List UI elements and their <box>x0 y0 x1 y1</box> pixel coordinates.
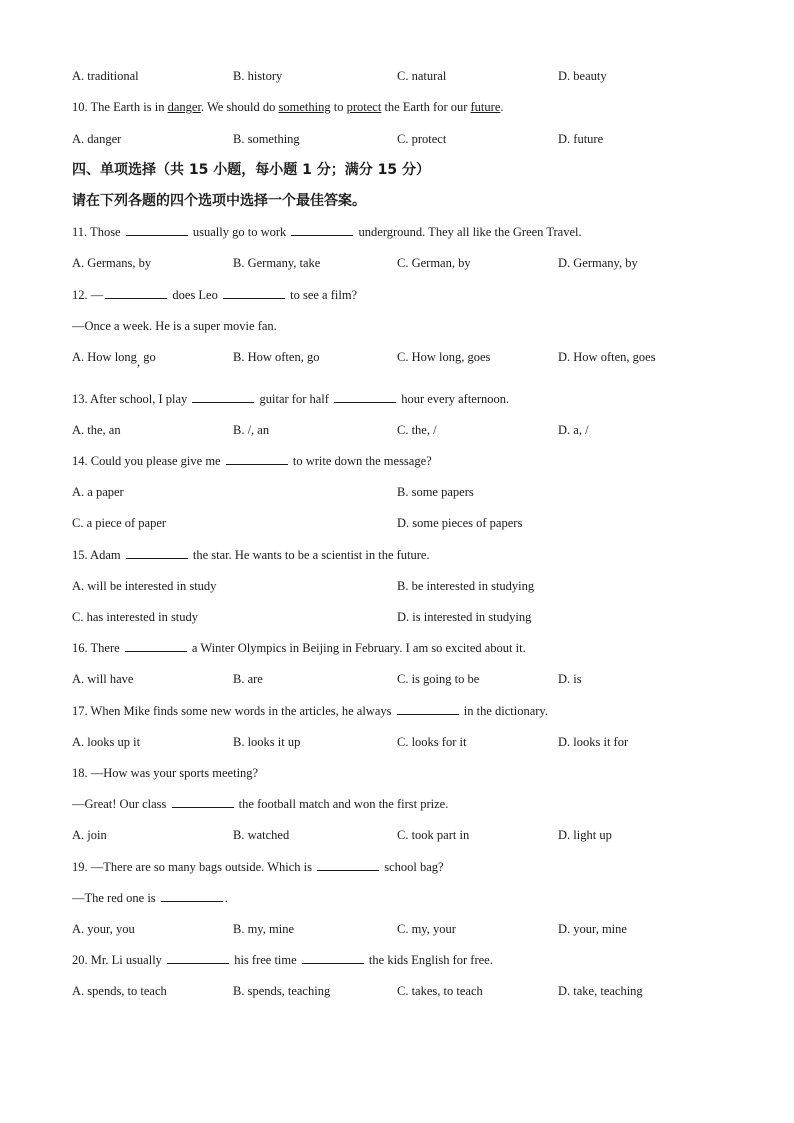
q17-option-a[interactable]: A. looks up it <box>72 735 141 749</box>
blank <box>223 287 285 299</box>
q11-option-d[interactable]: D. Germany, by <box>558 256 638 270</box>
q17-options <box>72 734 732 750</box>
q12-option-b[interactable]: B. How often, go <box>233 350 320 364</box>
q12-option-c[interactable]: C. How long, goes <box>397 350 491 364</box>
blank <box>126 224 188 236</box>
q19-option-d[interactable]: D. your, mine <box>558 922 627 936</box>
q9-options <box>72 68 732 84</box>
q12-options <box>72 349 732 369</box>
blank <box>226 453 288 465</box>
q13-option-a[interactable]: A. the, an <box>72 423 121 437</box>
section-title: 四、单项选择（共 15 小题，每小题 1 分；满分 15 分） <box>72 162 430 178</box>
q18-option-a[interactable]: A. join <box>72 828 107 842</box>
blank <box>302 952 364 964</box>
q14-option-a[interactable]: A. a paper <box>72 485 124 499</box>
q10-option-c[interactable]: C. protect <box>397 132 447 146</box>
q14-options-row-2 <box>72 515 732 531</box>
q12-option-d[interactable]: D. How often, goes <box>558 350 656 364</box>
q10-word-1: danger <box>167 100 201 114</box>
q14-stem: 14. Could you please give me to write down the message? <box>72 454 432 468</box>
q13-option-d[interactable]: D. a, / <box>558 423 589 437</box>
q15-option-a[interactable]: A. will be interested in study <box>72 579 217 593</box>
q15-option-b[interactable]: B. be interested in studying <box>397 579 535 593</box>
q19-option-a[interactable]: A. your, you <box>72 922 135 936</box>
q10-word-3: protect <box>346 100 382 114</box>
q16-option-b[interactable]: B. are <box>233 672 263 686</box>
q17-option-c[interactable]: C. looks for it <box>397 735 467 749</box>
q12-option-a[interactable]: A. How long, go <box>72 350 156 369</box>
q15-option-c[interactable]: C. has interested in study <box>72 610 199 624</box>
blank <box>167 952 229 964</box>
blank <box>291 224 353 236</box>
q15-options-row-1 <box>72 578 732 594</box>
q11-option-c[interactable]: C. German, by <box>397 256 471 270</box>
q19-options <box>72 921 732 937</box>
blank <box>317 859 379 871</box>
q20-option-d[interactable]: D. take, teaching <box>558 984 643 998</box>
q14-option-b[interactable]: B. some papers <box>397 485 474 499</box>
q15-options-row-2 <box>72 609 732 625</box>
q10-word-2: something <box>278 100 331 114</box>
q10-word-4: future <box>470 100 501 114</box>
q16-options <box>72 671 732 687</box>
q17-stem: 17. When Mike finds some new words in the articles, he always in the dictionary. <box>72 704 548 718</box>
q9-option-a[interactable]: A. traditional <box>72 69 139 83</box>
q20-option-a[interactable]: A. spends, to teach <box>72 984 167 998</box>
blank <box>334 391 396 403</box>
q11-options <box>72 255 732 271</box>
q17-option-d[interactable]: D. looks it for <box>558 735 629 749</box>
q15-option-d[interactable]: D. is interested in studying <box>397 610 532 624</box>
q14-option-d[interactable]: D. some pieces of papers <box>397 516 523 530</box>
q12-stem: 12. — does Leo to see a film? <box>72 288 358 302</box>
q19-stem: 19. —There are so many bags outside. Which is school bag? <box>72 860 444 874</box>
q13-stem: 13. After school, I play guitar for half hour every afternoon. <box>72 392 510 406</box>
q17-option-b[interactable]: B. looks it up <box>233 735 301 749</box>
blank <box>105 287 167 299</box>
q10-options <box>72 131 732 147</box>
q14-options-row-1 <box>72 484 732 500</box>
q18-stem: 18. —How was your sports meeting? <box>72 766 259 780</box>
blank <box>126 547 188 559</box>
q13-option-b[interactable]: B. /, an <box>233 423 270 437</box>
q9-option-d[interactable]: D. beauty <box>558 69 607 83</box>
q11-option-b[interactable]: B. Germany, take <box>233 256 321 270</box>
q10-option-d[interactable]: D. future <box>558 132 604 146</box>
q9-option-b[interactable]: B. history <box>233 69 283 83</box>
q18-option-b[interactable]: B. watched <box>233 828 290 842</box>
q19-option-c[interactable]: C. my, your <box>397 922 456 936</box>
q19-option-b[interactable]: B. my, mine <box>233 922 294 936</box>
q13-option-c[interactable]: C. the, / <box>397 423 437 437</box>
blank <box>192 391 254 403</box>
blank <box>161 890 223 902</box>
q16-option-c[interactable]: C. is going to be <box>397 672 480 686</box>
q10-option-a[interactable]: A. danger <box>72 132 122 146</box>
blank <box>125 640 187 652</box>
q20-option-c[interactable]: C. takes, to teach <box>397 984 483 998</box>
blank <box>172 796 234 808</box>
q15-stem: 15. Adam the star. He wants to be a scientist in the future. <box>72 548 430 562</box>
q10-stem: 10. The Earth is in danger. We should do something to protect the Earth for our future. <box>72 100 504 114</box>
q11-option-a[interactable]: A. Germans, by <box>72 256 152 270</box>
q18-options <box>72 827 732 843</box>
q20-stem: 20. Mr. Li usually his free time the kids English for free. <box>72 953 493 967</box>
q11-stem: 11. Those usually go to work underground. They all like the Green Travel. <box>72 225 582 239</box>
q18-reply: —Great! Our class the football match and won the first prize. <box>72 797 449 811</box>
q19-reply: —The red one is . <box>72 891 228 905</box>
q9-option-c[interactable]: C. natural <box>397 69 447 83</box>
q10-option-b[interactable]: B. something <box>233 132 300 146</box>
q14-option-c[interactable]: C. a piece of paper <box>72 516 167 530</box>
q16-stem: 16. There a Winter Olympics in Beijing in February. I am so excited about it. <box>72 641 526 655</box>
blank <box>397 703 459 715</box>
q18-option-d[interactable]: D. light up <box>558 828 612 842</box>
q13-options <box>72 422 732 438</box>
q12-answer-line: —Once a week. He is a super movie fan. <box>72 319 277 333</box>
q16-option-a[interactable]: A. will have <box>72 672 134 686</box>
q20-options <box>72 983 732 999</box>
q16-option-d[interactable]: D. is <box>558 672 582 686</box>
q18-option-c[interactable]: C. took part in <box>397 828 470 842</box>
section-instruction: 请在下列各题的四个选项中选择一个最佳答案。 <box>72 193 366 209</box>
q20-option-b[interactable]: B. spends, teaching <box>233 984 331 998</box>
